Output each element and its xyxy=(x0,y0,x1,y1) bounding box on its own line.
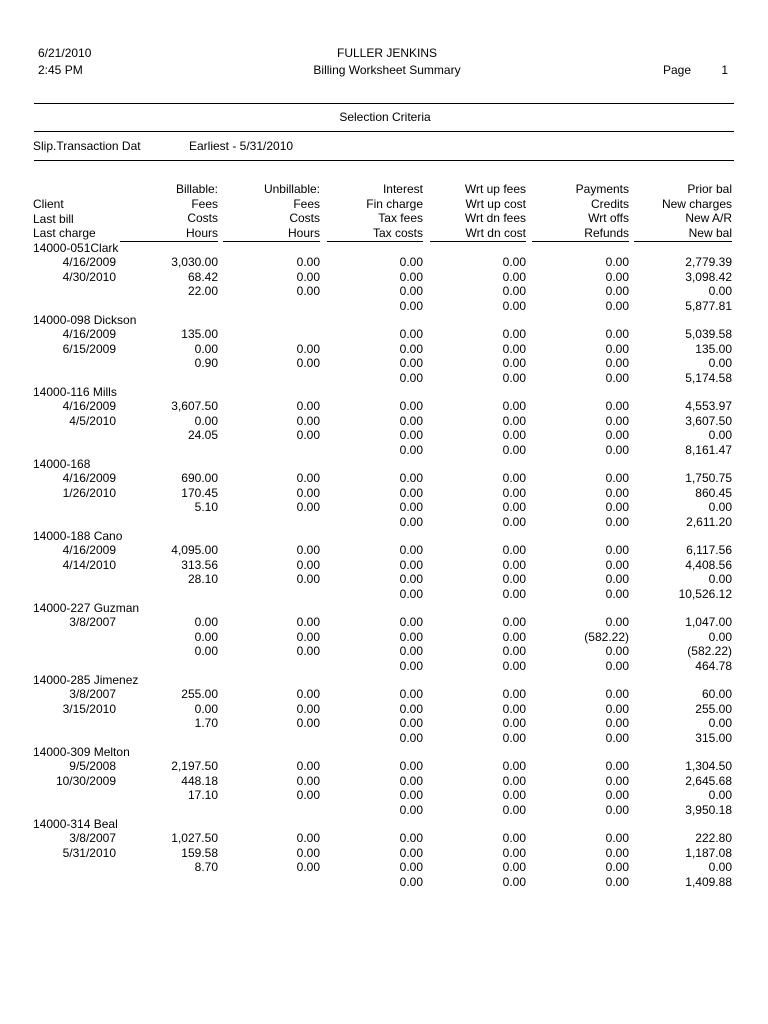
amount-cell: 1.70 xyxy=(194,716,218,731)
amount-cell: 0.00 xyxy=(605,586,629,601)
amount-cell: 0.00 xyxy=(502,788,526,803)
amount-cell: 0.00 xyxy=(708,788,732,803)
amount-cell: 0.00 xyxy=(502,802,526,817)
amount-cell: 22.00 xyxy=(187,284,218,299)
payments-column-header: Payments Credits Wrt offs Refunds xyxy=(575,182,629,240)
amount-cell: 0.00 xyxy=(605,788,629,803)
amount-cell: 690.00 xyxy=(181,471,218,486)
amount-cell: 0.00 xyxy=(605,428,629,443)
amount-cell: 1,027.50 xyxy=(171,831,218,846)
amount-cell: 0.00 xyxy=(605,514,629,529)
amount-cell: 0.00 xyxy=(399,629,423,644)
amount-cell: 3,098.42 xyxy=(685,269,732,284)
amount-cell: 0.00 xyxy=(708,284,732,299)
report-title: Billing Worksheet Summary xyxy=(313,63,461,77)
last-bill-date: 4/16/2009 xyxy=(62,471,116,486)
amount-cell: 135.00 xyxy=(695,341,732,356)
amount-cell: 0.00 xyxy=(605,572,629,587)
amount-cell: 1,187.08 xyxy=(685,845,732,860)
amount-cell: 0.00 xyxy=(194,629,218,644)
amount-cell: 0.00 xyxy=(502,269,526,284)
amount-cell: 0.00 xyxy=(296,687,320,702)
amount-cell: 0.00 xyxy=(399,615,423,630)
amount-cell: 0.00 xyxy=(502,428,526,443)
amount-cell: 0.00 xyxy=(605,759,629,774)
amount-cell: 0.00 xyxy=(399,773,423,788)
amount-cell: 0.00 xyxy=(399,586,423,601)
amount-cell: 0.00 xyxy=(502,543,526,558)
last-bill-date: 9/5/2008 xyxy=(69,759,116,774)
amount-cell: 0.00 xyxy=(708,716,732,731)
amount-cell: 0.00 xyxy=(296,485,320,500)
client-name: 14000-051Clark xyxy=(33,241,119,255)
amount-cell: 255.00 xyxy=(695,701,732,716)
amount-cell: 68.42 xyxy=(187,269,218,284)
last-charge-date: 3/15/2010 xyxy=(62,701,116,716)
amount-cell: 0.00 xyxy=(399,658,423,673)
client-name: 14000-309 Melton xyxy=(33,745,130,759)
amount-cell: 2,611.20 xyxy=(686,514,732,529)
amount-cell: (582.22) xyxy=(687,644,732,659)
amount-cell: 0.00 xyxy=(399,485,423,500)
amount-cell: 0.00 xyxy=(399,730,423,745)
amount-cell: 0.00 xyxy=(399,269,423,284)
amount-cell: 0.00 xyxy=(296,500,320,515)
amount-cell: 0.00 xyxy=(399,557,423,572)
amount-cell: 0.00 xyxy=(605,644,629,659)
amount-cell: 0.00 xyxy=(605,543,629,558)
amount-cell: 255.00 xyxy=(181,687,218,702)
amount-cell: 8.70 xyxy=(194,860,218,875)
amount-cell: 0.00 xyxy=(502,615,526,630)
amount-cell: 0.00 xyxy=(296,716,320,731)
amount-cell: 0.00 xyxy=(605,341,629,356)
balance-underline xyxy=(634,241,732,242)
amount-cell: 0.00 xyxy=(502,874,526,889)
last-charge-date: 5/31/2010 xyxy=(62,845,116,860)
amount-cell: 0.00 xyxy=(194,413,218,428)
amount-cell: 0.00 xyxy=(502,629,526,644)
amount-cell: 0.00 xyxy=(708,572,732,587)
amount-cell: 0.00 xyxy=(296,572,320,587)
amount-cell: 0.00 xyxy=(399,442,423,457)
amount-cell: 0.00 xyxy=(502,413,526,428)
amount-cell: 0.00 xyxy=(399,356,423,371)
payments-underline xyxy=(532,241,629,242)
amount-cell: 0.00 xyxy=(605,701,629,716)
amount-cell: 0.00 xyxy=(502,399,526,414)
header-divider xyxy=(34,103,734,104)
amount-cell: 0.00 xyxy=(605,269,629,284)
amount-cell: 0.00 xyxy=(708,629,732,644)
page-label: Page xyxy=(663,63,692,77)
last-bill-date: 3/8/2007 xyxy=(69,615,116,630)
amount-cell: 0.00 xyxy=(708,860,732,875)
amount-cell: 0.00 xyxy=(296,615,320,630)
selection-divider-top xyxy=(34,131,734,132)
amount-cell: 0.00 xyxy=(502,586,526,601)
amount-cell: 0.00 xyxy=(605,874,629,889)
amount-cell: 0.00 xyxy=(399,298,423,313)
amount-cell: 0.00 xyxy=(502,485,526,500)
amount-cell: 0.00 xyxy=(605,413,629,428)
amount-cell: 0.00 xyxy=(296,471,320,486)
amount-cell: 2,197.50 xyxy=(171,759,218,774)
last-charge-date: 4/5/2010 xyxy=(69,413,116,428)
billable-column-header: Billable: Fees Costs Hours xyxy=(175,182,218,240)
client-name: 14000-314 Beal xyxy=(33,817,118,831)
amount-cell: 5,877.81 xyxy=(685,298,732,313)
report-date: 6/21/2010 xyxy=(38,46,92,60)
amount-cell: 0.00 xyxy=(296,428,320,443)
amount-cell: 4,553.97 xyxy=(685,399,732,414)
amount-cell: 0.00 xyxy=(399,428,423,443)
amount-cell: 0.00 xyxy=(296,831,320,846)
last-charge-date: 1/26/2010 xyxy=(62,485,116,500)
amount-cell: 0.00 xyxy=(502,687,526,702)
amount-cell: 0.00 xyxy=(605,773,629,788)
amount-cell: 0.00 xyxy=(296,701,320,716)
amount-cell: 0.00 xyxy=(502,341,526,356)
amount-cell: 0.00 xyxy=(399,471,423,486)
write-up-down-underline xyxy=(430,241,526,242)
amount-cell: 0.00 xyxy=(502,298,526,313)
amount-cell: 0.00 xyxy=(605,687,629,702)
selection-divider-bottom xyxy=(34,160,734,161)
amount-cell: 0.00 xyxy=(399,687,423,702)
selection-criteria-title: Selection Criteria xyxy=(339,110,431,124)
amount-cell: 2,645.68 xyxy=(685,773,732,788)
amount-cell: 0.00 xyxy=(502,500,526,515)
amount-cell: 0.00 xyxy=(399,514,423,529)
amount-cell: 24.05 xyxy=(187,428,218,443)
last-bill-date: 3/8/2007 xyxy=(69,831,116,846)
amount-cell: 0.00 xyxy=(502,773,526,788)
amount-cell: 0.00 xyxy=(194,341,218,356)
amount-cell: 0.00 xyxy=(296,845,320,860)
amount-cell: 10,526.12 xyxy=(678,586,732,601)
report-time: 2:45 PM xyxy=(38,63,83,77)
amount-cell: 0.00 xyxy=(399,327,423,342)
amount-cell: 0.00 xyxy=(399,701,423,716)
amount-cell: 0.00 xyxy=(605,831,629,846)
selection-value: Earliest - 5/31/2010 xyxy=(189,139,294,153)
amount-cell: 5,174.58 xyxy=(685,370,732,385)
amount-cell: 0.00 xyxy=(605,442,629,457)
amount-cell: 0.00 xyxy=(399,572,423,587)
amount-cell: 0.00 xyxy=(708,500,732,515)
unbillable-underline xyxy=(223,241,320,242)
amount-cell: 0.00 xyxy=(605,284,629,299)
client-name: 14000-188 Cano xyxy=(33,529,123,543)
amount-cell: 0.00 xyxy=(502,860,526,875)
amount-cell: 0.00 xyxy=(502,557,526,572)
amount-cell: 0.00 xyxy=(605,845,629,860)
amount-cell: 0.00 xyxy=(399,644,423,659)
amount-cell: 0.00 xyxy=(605,716,629,731)
amount-cell: 0.90 xyxy=(194,356,218,371)
page-number: 1 xyxy=(721,63,728,77)
amount-cell: 0.00 xyxy=(194,615,218,630)
amount-cell: 0.00 xyxy=(399,874,423,889)
amount-cell: 860.45 xyxy=(695,485,732,500)
amount-cell: 0.00 xyxy=(296,629,320,644)
amount-cell: 0.00 xyxy=(399,759,423,774)
billable-underline xyxy=(120,241,218,242)
amount-cell: 0.00 xyxy=(296,255,320,270)
amount-cell: 0.00 xyxy=(502,730,526,745)
amount-cell: 0.00 xyxy=(399,341,423,356)
amount-cell: 0.00 xyxy=(605,471,629,486)
last-bill-date: 4/16/2009 xyxy=(62,543,116,558)
amount-cell: 3,030.00 xyxy=(171,255,218,270)
amount-cell: 0.00 xyxy=(605,860,629,875)
amount-cell: (582.22) xyxy=(584,629,629,644)
amount-cell: 0.00 xyxy=(708,428,732,443)
amount-cell: 0.00 xyxy=(502,442,526,457)
amount-cell: 0.00 xyxy=(502,572,526,587)
amount-cell: 5,039.58 xyxy=(685,327,732,342)
unbillable-column-header: Unbillable: Fees Costs Hours xyxy=(263,182,320,240)
amount-cell: 0.00 xyxy=(296,543,320,558)
amount-cell: 0.00 xyxy=(605,399,629,414)
amount-cell: 1,304.50 xyxy=(685,759,732,774)
amount-cell: 3,950.18 xyxy=(685,802,732,817)
amount-cell: 6,117.56 xyxy=(686,543,732,558)
amount-cell: 60.00 xyxy=(701,687,732,702)
last-charge-date: 6/15/2009 xyxy=(62,341,116,356)
amount-cell: 0.00 xyxy=(502,356,526,371)
amount-cell: 0.00 xyxy=(605,802,629,817)
last-bill-date: 3/8/2007 xyxy=(69,687,116,702)
label-column-header: Client Last bill Last charge xyxy=(33,197,96,240)
amount-cell: 0.00 xyxy=(296,557,320,572)
amount-cell: 8,161.47 xyxy=(685,442,732,457)
amount-cell: 0.00 xyxy=(605,370,629,385)
write-up-down-column-header: Wrt up fees Wrt up cost Wrt dn fees Wrt dn cost xyxy=(464,182,526,240)
last-charge-date: 4/30/2010 xyxy=(62,269,116,284)
balance-column-header: Prior bal New charges New A/R New bal xyxy=(661,182,732,240)
amount-cell: 0.00 xyxy=(502,284,526,299)
amount-cell: 0.00 xyxy=(502,471,526,486)
amount-cell: 222.80 xyxy=(695,831,732,846)
amount-cell: 0.00 xyxy=(399,831,423,846)
amount-cell: 0.00 xyxy=(399,802,423,817)
amount-cell: 1,047.00 xyxy=(685,615,732,630)
amount-cell: 0.00 xyxy=(399,370,423,385)
amount-cell: 0.00 xyxy=(296,413,320,428)
amount-cell: 0.00 xyxy=(502,759,526,774)
amount-cell: 135.00 xyxy=(181,327,218,342)
amount-cell: 0.00 xyxy=(296,644,320,659)
amount-cell: 3,607.50 xyxy=(685,413,732,428)
last-charge-date: 10/30/2009 xyxy=(55,773,116,788)
amount-cell: 0.00 xyxy=(502,370,526,385)
amount-cell: 0.00 xyxy=(502,701,526,716)
amount-cell: 0.00 xyxy=(296,399,320,414)
amount-cell: 17.10 xyxy=(187,788,218,803)
amount-cell: 0.00 xyxy=(502,514,526,529)
amount-cell: 5.10 xyxy=(194,500,218,515)
amount-cell: 0.00 xyxy=(708,356,732,371)
client-name: 14000-227 Guzman xyxy=(33,601,140,615)
client-name: 14000-285 Jimenez xyxy=(33,673,139,687)
amount-cell: 0.00 xyxy=(502,658,526,673)
amount-cell: 0.00 xyxy=(296,773,320,788)
amount-cell: 0.00 xyxy=(296,269,320,284)
amount-cell: 0.00 xyxy=(502,845,526,860)
amount-cell: 0.00 xyxy=(296,860,320,875)
client-name: 14000-168 xyxy=(33,457,91,471)
amount-cell: 464.78 xyxy=(695,658,732,673)
amount-cell: 0.00 xyxy=(296,759,320,774)
amount-cell: 0.00 xyxy=(399,284,423,299)
amount-cell: 2,779.39 xyxy=(685,255,732,270)
amount-cell: 0.00 xyxy=(605,356,629,371)
amount-cell: 3,607.50 xyxy=(171,399,218,414)
amount-cell: 0.00 xyxy=(399,543,423,558)
amount-cell: 0.00 xyxy=(399,255,423,270)
amount-cell: 0.00 xyxy=(296,341,320,356)
amount-cell: 0.00 xyxy=(296,788,320,803)
amount-cell: 0.00 xyxy=(502,644,526,659)
amount-cell: 170.45 xyxy=(181,485,218,500)
amount-cell: 0.00 xyxy=(399,845,423,860)
firm-name: FULLER JENKINS xyxy=(336,46,438,60)
amount-cell: 0.00 xyxy=(605,557,629,572)
amount-cell: 0.00 xyxy=(605,485,629,500)
amount-cell: 1,750.75 xyxy=(685,471,732,486)
amount-cell: 4,095.00 xyxy=(171,543,218,558)
amount-cell: 1,409.88 xyxy=(685,874,732,889)
amount-cell: 0.00 xyxy=(399,500,423,515)
amount-cell: 0.00 xyxy=(399,399,423,414)
amount-cell: 0.00 xyxy=(502,327,526,342)
amount-cell: 313.56 xyxy=(181,557,218,572)
amount-cell: 0.00 xyxy=(399,413,423,428)
client-name: 14000-098 Dickson xyxy=(33,313,137,327)
selection-field: Slip.Transaction Dat xyxy=(33,139,141,153)
amount-cell: 0.00 xyxy=(194,701,218,716)
amount-cell: 0.00 xyxy=(399,788,423,803)
amount-cell: 0.00 xyxy=(502,716,526,731)
amount-cell: 0.00 xyxy=(502,255,526,270)
amount-cell: 0.00 xyxy=(605,327,629,342)
amount-cell: 0.00 xyxy=(605,730,629,745)
amount-cell: 0.00 xyxy=(194,644,218,659)
amount-cell: 315.00 xyxy=(695,730,732,745)
amount-cell: 159.58 xyxy=(181,845,218,860)
last-charge-date: 4/14/2010 xyxy=(62,557,116,572)
amount-cell: 448.18 xyxy=(181,773,218,788)
amount-cell: 0.00 xyxy=(605,658,629,673)
last-bill-date: 4/16/2009 xyxy=(62,399,116,414)
last-bill-date: 4/16/2009 xyxy=(62,327,116,342)
client-name: 14000-116 Mills xyxy=(33,385,117,399)
last-bill-date: 4/16/2009 xyxy=(62,255,116,270)
amount-cell: 0.00 xyxy=(296,284,320,299)
amount-cell: 0.00 xyxy=(605,298,629,313)
interest-column-header: Interest Fin charge Tax fees Tax costs xyxy=(366,182,423,240)
amount-cell: 0.00 xyxy=(605,500,629,515)
amount-cell: 0.00 xyxy=(296,356,320,371)
amount-cell: 4,408.56 xyxy=(685,557,732,572)
amount-cell: 28.10 xyxy=(187,572,218,587)
amount-cell: 0.00 xyxy=(605,255,629,270)
interest-underline xyxy=(327,241,423,242)
amount-cell: 0.00 xyxy=(605,615,629,630)
amount-cell: 0.00 xyxy=(502,831,526,846)
amount-cell: 0.00 xyxy=(399,860,423,875)
amount-cell: 0.00 xyxy=(399,716,423,731)
